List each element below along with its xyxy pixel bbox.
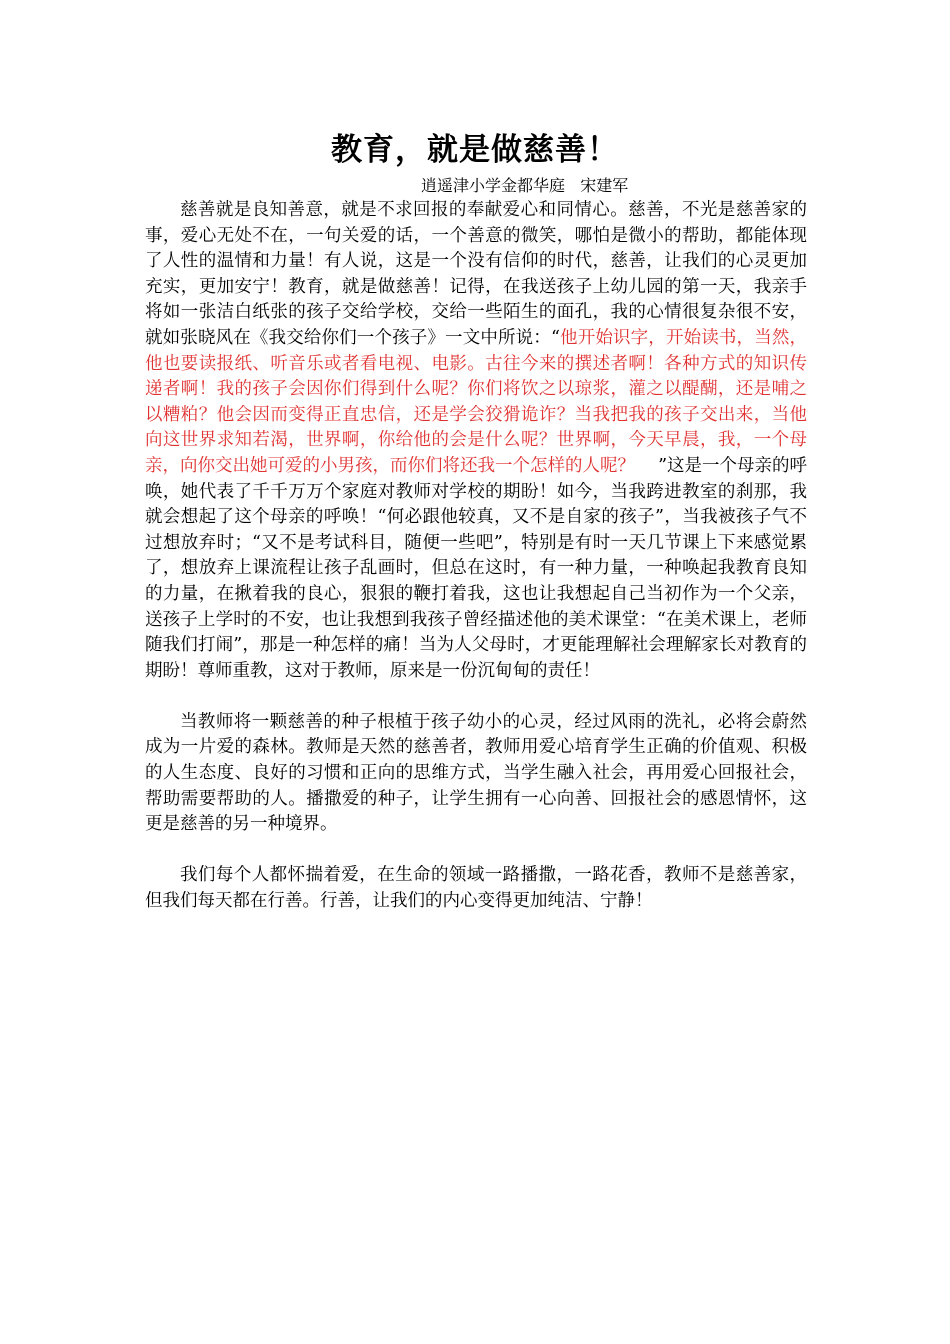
paragraph-1-continuation: ”这是一个母亲的呼唤，她代表了千千万万个家庭对教师对学校的期盼！如今，当我跨进教室的刹那，我就会想起了这个母亲的呼唤！“何必跟他较真，又不是自家的孩子”，当我被孩子气不过想放弃时；“又不是考试科目，随便一些吧”，特别是有时一天几节课上下来感觉累了，想放弃上课流程让孩子乱画时，但总在这时，有一种力量，一种唤起我教育良知的力量，在揪着我的良心，狠狠的鞭打着我，这也让我想起自己当初作为一个父亲，送孩子上学时的不安，也让我想到我孩子曾经描述他的美术课堂：“在美术课上，老师随我们打闹”，那是一种怎样的痛！当为人父母时，才更能理解社会理解家长对教育的期盼！尊师重教，这对于教师，原来是一份沉甸甸的责任！ bbox=[145, 455, 808, 681]
document-body bbox=[145, 198, 807, 915]
document-title: 教育，就是做慈善！ bbox=[331, 132, 619, 168]
paragraph-3: 我们每个人都怀揣着爱，在生命的领域一路播撒，一路花香，教师不是慈善家，但我们每天都在行善。行善，让我们的内心变得更加纯洁、宁静！ bbox=[145, 865, 807, 912]
quoted-passage: 他开始识字，开始读书，当然，他也要读报纸、听音乐或者看电视、电影。古往今来的撰述者啊！各种方式的知识传递者啊！我的孩子会因你们得到什么呢？你们将饮之以琼浆，灌之以醍醐，还是哺之以糟粕？他会因而变得正直忠信，还是学会狡猾诡诈？当我把我的孩子交出来，当他向这世界求知若渴，世界啊，你给他的会是什么呢？世界啊，今天早晨，我，一个母亲，向你交出她可爱的小男孩，而你们将还我一个怎样的人呢？ bbox=[145, 327, 808, 476]
paragraph-2: 当教师将一颗慈善的种子根植于孩子幼小的心灵，经过风雨的洗礼，必将会蔚然成为一片爱的森林。教师是天然的慈善者，教师用爱心培育学生正确的价值观、积极的人生态度、良好的习惯和正向的思维方式，当学生融入社会，再用爱心回报社会，帮助需要帮助的人。播撒爱的种子，让学生拥有一心向善、回报社会的感恩情怀，这更是慈善的另一种境界。 bbox=[145, 711, 807, 835]
paragraph-1-intro: 慈善就是良知善意，就是不求回报的奉献爱心和同情心。慈善，不光是慈善家的事，爱心无处不在，一句关爱的话，一个善意的微笑，哪怕是微小的帮助，都能体现了人性的温情和力量！有人说，这是一个没有信仰的时代，慈善，让我们的心灵更加充实，更加安宁！教育，就是做慈善！记得，在我送孩子上幼儿园的第一天，我亲手将如一张洁白纸张的孩子交给学校，交给一些陌生的面孔，我的心情很复杂很不安，就如张晓风在《我交给你们一个孩子》一文中所说：“ bbox=[145, 200, 807, 348]
author-line: 逍遥津小学金都华庭 宋建军 bbox=[421, 176, 629, 195]
paragraph-1 bbox=[145, 198, 807, 684]
